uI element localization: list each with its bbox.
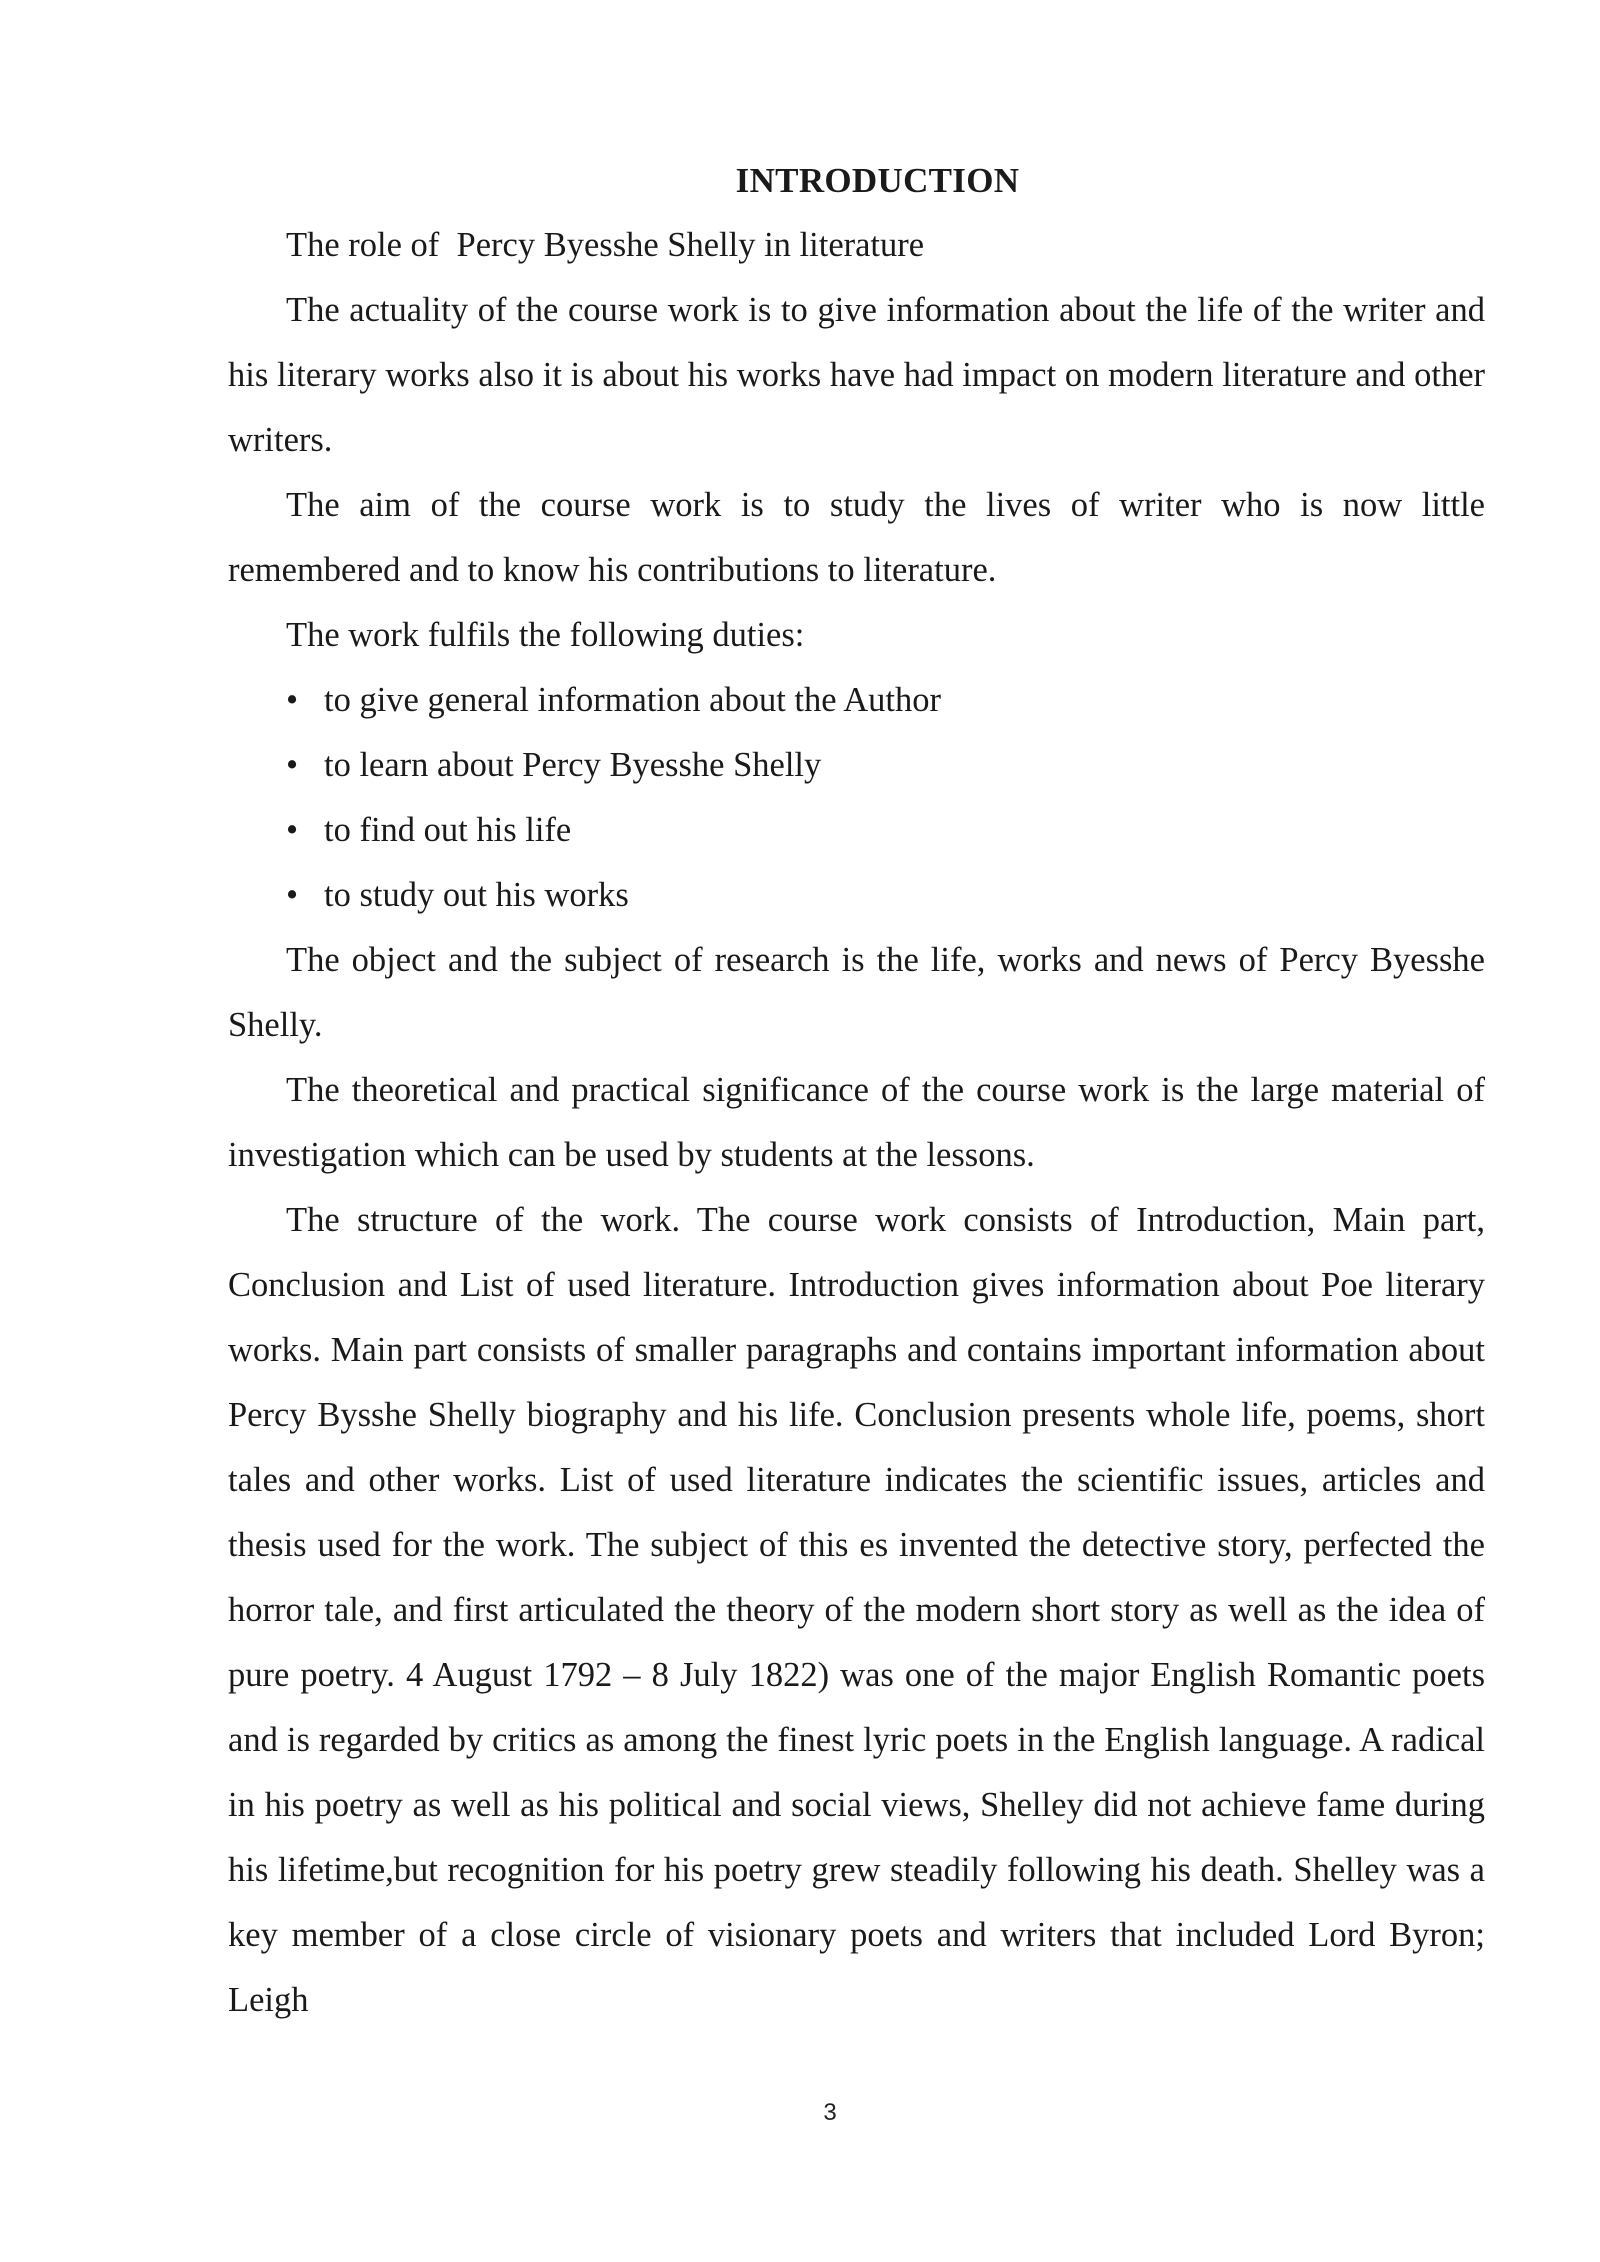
- page-title: INTRODUCTION: [735, 161, 1020, 200]
- bullet-icon: •: [286, 876, 299, 914]
- paragraph-object-subject: The object and the subject of research is the life, works and news of Percy Byesshe Shelly.: [228, 941, 1485, 1044]
- page-body: [228, 148, 1485, 2033]
- duties-list: [228, 668, 1485, 928]
- paragraph-significance: The theoretical and practical significance of the course work is the large material of investigation which can be used by students at the lessons.: [228, 1071, 1485, 1174]
- subtitle-line: The role of Percy Byesshe Shelly in literature: [286, 226, 925, 264]
- list-item: [228, 798, 1485, 863]
- list-item: [228, 668, 1485, 733]
- list-item: [228, 863, 1485, 928]
- bullet-icon: •: [286, 811, 299, 849]
- bullet-icon: •: [286, 746, 299, 784]
- page-number: 3: [823, 2099, 837, 2126]
- paragraph-aim: The aim of the course work is to study the lives of writer who is now little remembered and to know his contributions to literature.: [228, 486, 1485, 589]
- paragraph-structure: The structure of the work. The course work consists of Introduction, Main part, Conclusion and List of used literature. Introduction gives information about Poe literary works. Main part consists of smaller paragraphs and contains important information about Percy Bysshe Shelly biography and his life. Conclusion presents whole life, poems, short tales and other works. List of used literature indicates the scientific issues, articles and thesis used for the work. The subject of this es invented the detective story, perfected the horror tale, and first articulated the theory of the modern short story as well as the idea of pure poetry. 4 August 1792 – 8 July 1822) was one of the major English Romantic poets and is regarded by critics as among the finest lyric poets in the English language. A radical in his poetry as well as his political and social views, Shelley did not achieve fame during his lifetime,but recognition for his poetry grew steadily following his death. Shelley was a key member of a close circle of visionary poets and writers that included Lord Byron; Leigh: [228, 1201, 1485, 2019]
- list-item-text: to give general information about the Author: [324, 681, 942, 719]
- list-item-text: to learn about Percy Byesshe Shelly: [324, 746, 822, 784]
- list-item: [228, 733, 1485, 798]
- paragraph-duties-intro: The work fulfils the following duties:: [286, 616, 805, 654]
- bullet-icon: •: [286, 681, 299, 719]
- list-item-text: to find out his life: [324, 811, 572, 849]
- list-item-text: to study out his works: [324, 876, 629, 914]
- paragraph-actuality: The actuality of the course work is to give information about the life of the writer and his literary works also it is about his works have had impact on modern literature and other writers.: [228, 291, 1485, 459]
